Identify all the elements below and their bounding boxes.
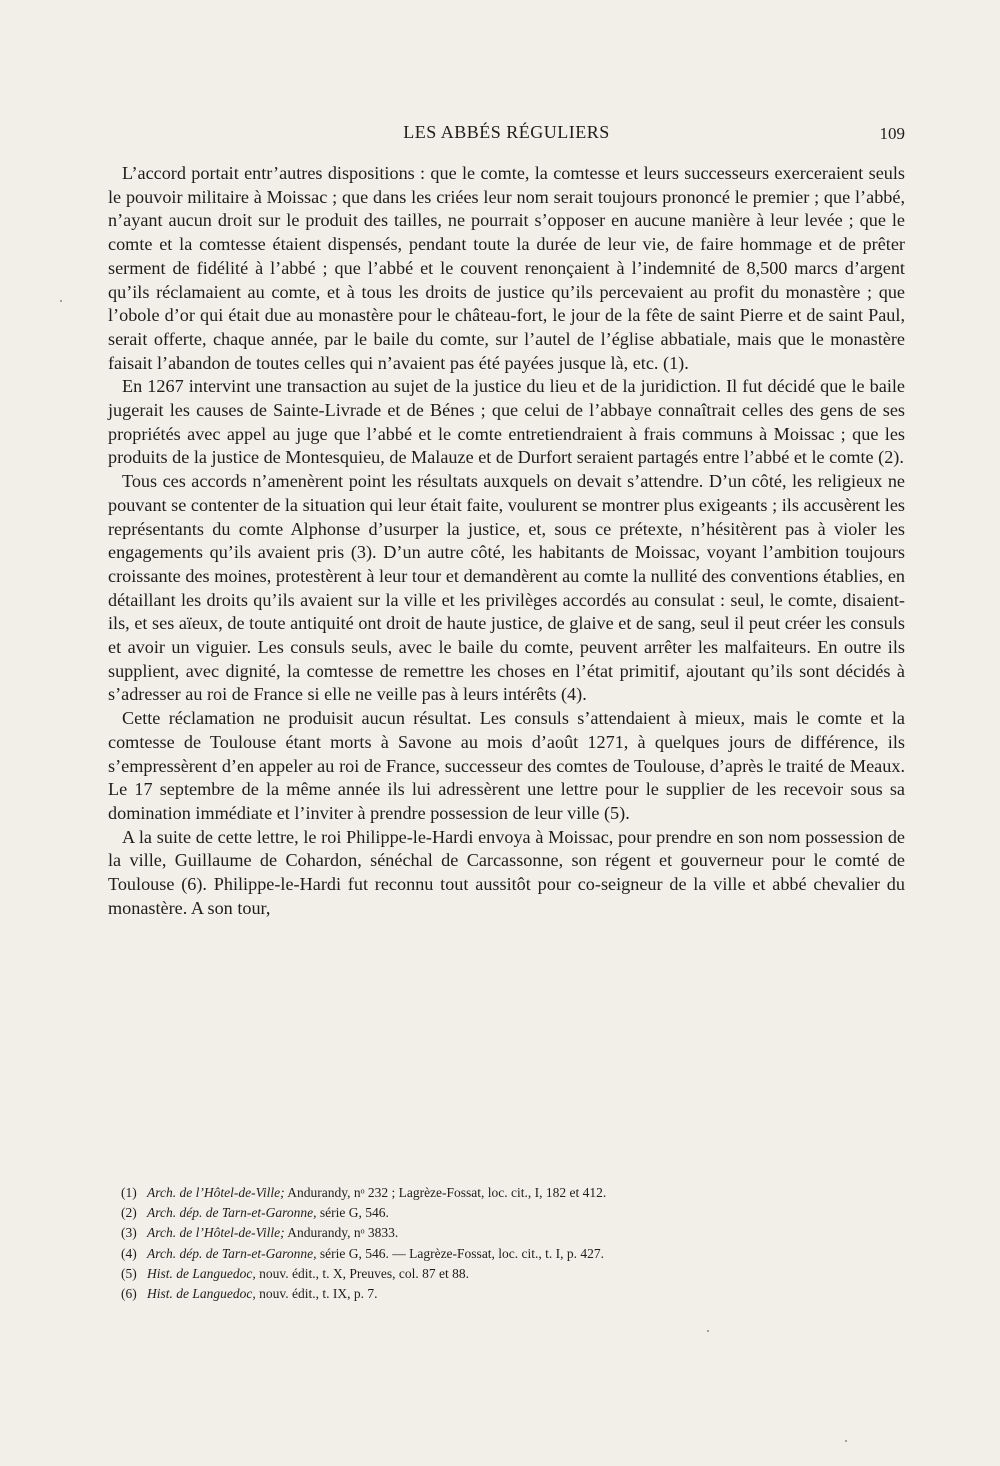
footnote-text: série G, 546. — Lagrèze-Fossat, loc. cit., t. I, p. 427. xyxy=(316,1245,605,1261)
footnote xyxy=(121,1244,821,1264)
footnote xyxy=(121,1264,821,1284)
footnote-source: Arch. de l’Hôtel-de-Ville; xyxy=(147,1225,285,1241)
footnote xyxy=(121,1203,821,1223)
footnotes xyxy=(121,1183,821,1304)
paragraph: Tous ces accords n’amenèrent point les résultats auxquels on devait s’attendre. D’un côté, les religieux ne pouvant se contenter de la situation qui leur était faite, voulurent se montrer plus exigeants ; ils accusèrent les représentants du comte Alphonse d’usurper la justice, et, sous ce prétexte, n’hésitèrent pas à violer les engagements qu’ils avaient pris (3). D’un autre côté, les habitants de Moissac, voyant l’ambition toujours croissante des moines, protestèrent à leur tour et demandèrent au comte la nullité des conventions établies, en détaillant les droits qu’ils avaient sur la ville et les privilèges accordés au consulat : seul, le comte, disaient-ils, et ses aïeux, de toute antiquité ont droit de haute justice, de glaive et de sang, seul il peut créer les consuls et avoir un viguier. Les consuls seuls, avec le baile du comte, peuvent arrêter les malfaiteurs. En outre ils supplient, avec dignité, la comtesse de remettre les choses en l’état primitif, ajoutant qu’ils sont décidés à s’adresser au roi de France si elle ne veille pas à leurs intérêts (4). xyxy=(108,471,905,705)
paper-speck xyxy=(707,1330,709,1332)
footnote-number: (4) xyxy=(121,1245,137,1261)
paper-speck xyxy=(845,1440,847,1442)
footnote-source: Arch. de l’Hôtel-de-Ville; xyxy=(147,1185,285,1200)
footnote-number: (1) xyxy=(121,1185,137,1200)
footnote-number: (2) xyxy=(121,1205,137,1221)
footnote xyxy=(121,1183,821,1203)
page-number: 109 xyxy=(879,124,905,143)
body-text xyxy=(108,162,905,921)
paragraph: Cette réclamation ne produisit aucun résultat. Les consuls s’attendaient à mieux, mais le comte et la comtesse de Toulouse étant morts à Savone au mois d’août 1271, à quelques jours de différence, ils s’empressèrent d’en appeler au roi de France, successeur des comtes de Toulouse, d’après le traité de Meaux. Le 17 septembre de la même année ils lui adressèrent une lettre pour le supplier de les recevoir sous sa domination immédiate et l’inviter à prendre possession de leur ville (5). xyxy=(108,708,905,823)
footnote-number: (3) xyxy=(121,1225,137,1241)
footnote-text: série G, 546. xyxy=(316,1205,389,1221)
running-head xyxy=(108,122,905,148)
footnote-source: Hist. de Languedoc, xyxy=(147,1286,256,1302)
paragraph: A la suite de cette lettre, le roi Philippe-le-Hardi envoya à Moissac, pour prendre en son nom possession de la ville, Guillaume de Cohardon, sénéchal de Carcassonne, son régent et gouverneur pour le comté de Toulouse (6). Philippe-le-Hardi fut reconnu tout aussitôt pour co-seigneur de la ville et abbé chevalier du monastère. A son tour, xyxy=(108,826,905,918)
footnote-number: (6) xyxy=(121,1286,137,1302)
footnote-text: Andurandy, nᵒ 232 ; Lagrèze-Fossat, loc. cit., I, 182 et 412. xyxy=(284,1185,607,1200)
footnote xyxy=(121,1223,821,1243)
footnote-number: (5) xyxy=(121,1265,137,1281)
page-title: LES ABBÉS RÉGULIERS xyxy=(403,122,610,142)
footnote-text: Andurandy, nᵒ 3833. xyxy=(284,1225,399,1241)
footnote-source: Arch. dép. de Tarn-et-Garonne, xyxy=(147,1205,317,1221)
footnote-text: nouv. édit., t. X, Preuves, col. 87 et 88. xyxy=(255,1265,469,1281)
footnote-source: Hist. de Languedoc, xyxy=(147,1265,256,1281)
paragraph: L’accord portait entr’autres dispositions : que le comte, la comtesse et leurs successeurs exerceraient seuls le pouvoir militaire à Moissac ; que dans les criées leur nom serait toujours prononcé le premier ; que l’abbé, n’ayant aucun droit sur le produit des tailles, ne pourrait s’opposer en aucune manière à leur levée ; que le comte et la comtesse étaient dispensés, pendant toute la durée de leur vie, de faire hommage et de prêter serment de fidélité à l’abbé ; que l’abbé et le couvent renonçaient à l’indemnité de 8,500 marcs d’argent qu’ils réclamaient au comte, et à tous les droits de justice qu’ils percevaient au profit du monastère ; que l’obole d’or qui était due au monastère pour le château-fort, le jour de la fête de saint Pierre et de saint Paul, serait offerte, chaque année, par le baile du comte, sur l’autel de l’église abbatiale, mais que le monastère faisait l’abandon de toutes celles qui n’avaient pas été payées jusque là, etc. (1). xyxy=(108,163,905,373)
paper-speck xyxy=(60,300,62,302)
footnote-text: nouv. édit., t. IX, p. 7. xyxy=(255,1286,378,1302)
footnote xyxy=(121,1284,821,1304)
footnote-source: Arch. dép. de Tarn-et-Garonne, xyxy=(147,1245,317,1261)
paragraph: En 1267 intervint une transaction au sujet de la justice du lieu et de la juridiction. Il fut décidé que le baile jugerait les causes de Sainte-Livrade et de Bénes ; que celui de l’abbaye connaîtrait celles des gens de ses propriétés avec appel au juge que l’abbé et le comte entretiendraient à frais communs à Moissac ; que les produits de la justice de Montesquieu, de Malauze et de Durfort seraient partagés entre l’abbé et le comte (2). xyxy=(108,376,905,468)
